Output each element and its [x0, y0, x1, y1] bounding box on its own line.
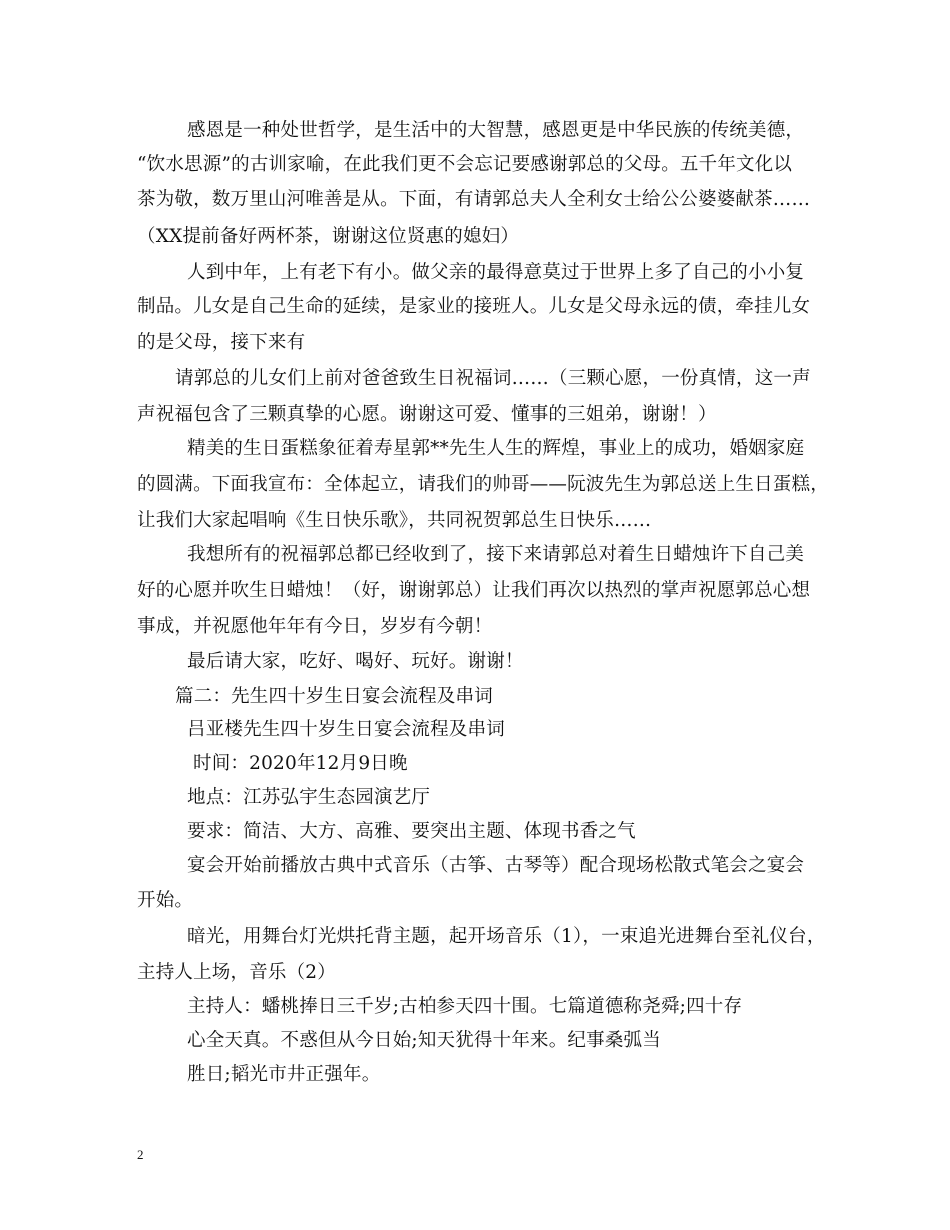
text-line-23: 开始。 [137, 890, 194, 911]
event-time: 时间：2020年12月9日晚 [193, 753, 408, 774]
text-line-28: 胜日;韬光市井正强年。 [187, 1064, 381, 1085]
text-line-7: 的是父母，接下来有 [137, 332, 306, 353]
text-line-25: 主持人上场，音乐（2） [137, 962, 336, 983]
text-line-6: 制品。儿女是自己生命的延续，是家业的接班人。儿女是父母永远的债，牵挂儿女 [137, 296, 811, 317]
text-line-27: 心全天真。不惑但从今日始;知天犹得十年来。纪事桑弧当 [187, 1030, 661, 1051]
text-line-9: 声祝福包含了三颗真挚的心愿。谢谢这可爱、懂事的三姐弟，谢谢！） [137, 404, 717, 425]
text-line-1: 感恩是一种处世哲学，是生活中的大智慧，感恩更是中华民族的传统美德， [187, 120, 805, 141]
page-number: 2 [137, 1147, 144, 1162]
text-line-3: 茶为敬，数万里山河唯善是从。下面，有请郭总夫人全利女士给公公婆婆献茶…… [137, 189, 811, 210]
text-line-14: 好的心愿并吹生日蜡烛！（好，谢谢郭总）让我们再次以热烈的掌声祝愿郭总心想 [137, 580, 811, 601]
section-heading: 篇二：先生四十岁生日宴会流程及串词 [175, 686, 493, 707]
text-line-22: 宴会开始前播放古典中式音乐（古筝、古琴等）配合现场松散式笔会之宴会 [187, 855, 805, 876]
text-line-16: 最后请大家，吃好、喝好、玩好。谢谢！ [187, 651, 524, 672]
text-line-13: 我想所有的祝福郭总都已经收到了，接下来请郭总对着生日蜡烛许下自己美 [187, 544, 805, 565]
text-line-15: 事成，并祝愿他年年有今日，岁岁有今朝！ [137, 616, 493, 637]
event-requirements: 要求：简洁、大方、高雅、要突出主题、体现书香之气 [187, 821, 636, 842]
text-line-5: 人到中年，上有老下有小。做父亲的最得意莫过于世界上多了自己的小小复 [187, 262, 805, 283]
text-line-12: 让我们大家起唱响《生日快乐歌》，共同祝贺郭总生日快乐…… [137, 510, 652, 531]
text-line-10: 精美的生日蛋糕象征着寿星郭**先生人生的辉煌，事业上的成功，婚姻家庭 [187, 438, 805, 459]
text-line-11: 的圆满。下面我宣布：全体起立，请我们的帅哥——阮波先生为郭总送上生日蛋糕， [137, 474, 829, 495]
section-subtitle: 吕亚楼先生四十岁生日宴会流程及串词 [187, 719, 505, 740]
text-line-8: 请郭总的儿女们上前对爸爸致生日祝福词……（三颗心愿，一份真情，这一声 [175, 368, 811, 389]
text-line-26: 主持人：蟠桃捧日三千岁;古柏参天四十围。七篇道德称尧舜;四十存 [187, 996, 743, 1017]
text-line-2: “饮水思源”的古训家喻，在此我们更不会忘记要感谢郭总的父母。五千年文化以 [137, 154, 793, 175]
text-line-24: 暗光，用舞台灯光烘托背主题，起开场音乐（1），一束追光进舞台至礼仪台， [187, 926, 826, 947]
text-line-4: （XX提前备好两杯茶，谢谢这位贤惠的媳妇） [137, 226, 520, 247]
event-location: 地点：江苏弘宇生态园演艺厅 [187, 787, 431, 808]
